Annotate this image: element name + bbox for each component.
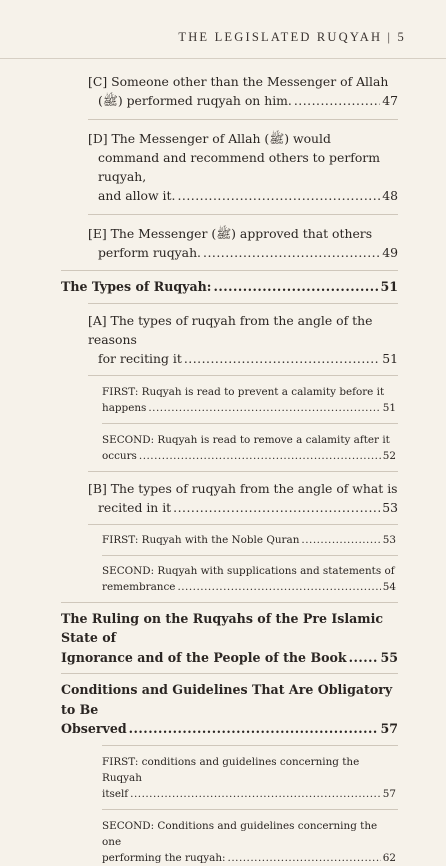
toc-entry-text: remembrance	[102, 580, 176, 593]
toc-page-number: 47	[382, 93, 398, 108]
toc-entry-text: recited in it	[98, 499, 172, 515]
toc-entry-c[interactable]	[88, 72, 398, 110]
toc-page-number: 51	[382, 401, 396, 414]
toc-entry-b2[interactable]	[102, 563, 396, 595]
leader-dots	[177, 186, 380, 205]
divider	[61, 602, 398, 603]
divider	[88, 524, 398, 525]
header-rule	[0, 58, 446, 59]
toc-entry-text: Ignorance and of the People of the Book	[61, 649, 347, 665]
toc-entry-text: (ﷺ) performed ruqyah on him.	[98, 93, 292, 108]
divider	[102, 555, 398, 556]
toc-entry-a2[interactable]	[102, 432, 396, 464]
divider	[88, 471, 398, 472]
toc-page-number: 53	[382, 499, 398, 515]
toc-entry-a[interactable]	[88, 311, 398, 368]
toc-entry-text: happens	[102, 401, 147, 414]
toc-entry-text: [D] The Messenger of Allah (ﷺ) would	[88, 131, 331, 146]
toc-entry-text: for reciting it	[98, 350, 182, 366]
toc-entry-text: FIRST: conditions and guidelines concerning the Ruqyah	[102, 755, 360, 784]
toc-entry-ruling[interactable]	[61, 609, 398, 668]
leader-dots	[294, 91, 380, 110]
divider	[102, 423, 398, 424]
toc-entry-text: itself	[102, 787, 129, 800]
table-of-contents	[0, 72, 446, 866]
leader-dots	[213, 277, 378, 297]
divider	[61, 270, 398, 271]
toc-entry-text: [E] The Messenger (ﷺ) approved that others	[88, 226, 373, 241]
toc-page-number: 55	[380, 649, 398, 665]
toc-entry-text: FIRST: Ruqyah with the Noble Quran	[102, 533, 300, 546]
toc-entry-d[interactable]	[88, 129, 398, 205]
toc-entry-e[interactable]	[88, 224, 398, 262]
toc-page-number: 49	[382, 245, 398, 260]
divider	[88, 214, 398, 215]
toc-entry-text: SECOND: Ruqyah with supplications and statements of	[102, 564, 395, 577]
leader-dots	[129, 719, 379, 739]
divider	[88, 303, 398, 304]
toc-page-number: 51	[382, 350, 398, 366]
toc-entry-text: SECOND: Ruqyah is read to remove a calamity after it	[102, 433, 390, 446]
divider	[102, 745, 398, 746]
toc-entry-text: performing the ruqyah:	[102, 851, 226, 864]
leader-dots	[139, 448, 381, 464]
toc-entry-a1[interactable]	[102, 384, 396, 416]
toc-page-number: 54	[382, 580, 396, 593]
toc-entry-conditions[interactable]	[61, 680, 398, 739]
leader-dots	[184, 349, 380, 368]
toc-entry-text: Conditions and Guidelines That Are Obligatory to Be	[61, 682, 393, 717]
divider	[102, 809, 398, 810]
leader-dots	[148, 400, 380, 416]
divider	[88, 119, 398, 120]
toc-entry-text: FIRST: Ruqyah is read to prevent a calamity before it	[102, 385, 385, 398]
toc-page-number: 57	[382, 787, 396, 800]
toc-page-number: 51	[380, 279, 398, 294]
toc-entry-text: The Types of Ruqyah:	[61, 279, 212, 294]
leader-dots	[130, 786, 381, 802]
leader-dots	[301, 532, 380, 548]
toc-page-number: 53	[382, 533, 396, 546]
toc-entry-c2[interactable]	[102, 818, 396, 866]
toc-entry-text: Observed	[61, 721, 127, 736]
toc-entry-text: and allow it.	[98, 188, 176, 203]
divider	[61, 673, 398, 674]
toc-entry-text: [A] The types of ruqyah from the angle of the reasons	[88, 312, 373, 347]
toc-entry-text: The Ruling on the Ruqyahs of the Pre Islamic State of	[61, 610, 384, 645]
toc-entry-text: [B] The types of ruqyah from the angle of what is	[88, 480, 398, 496]
toc-entry-b1[interactable]	[102, 532, 396, 548]
leader-dots	[228, 850, 381, 866]
leader-dots	[349, 648, 379, 668]
toc-entry-b[interactable]	[88, 479, 398, 517]
toc-entry-text: [C] Someone other than the Messenger of Allah	[88, 74, 389, 89]
toc-entry-text: perform ruqyah.	[98, 245, 201, 260]
toc-page-number: 57	[380, 721, 398, 736]
divider	[88, 375, 398, 376]
toc-page-number: 62	[382, 851, 396, 864]
toc-entry-text: command and recommend others to perform ruqyah,	[98, 150, 380, 184]
running-header: THE LEGISLATED RUQYAH | 5	[178, 30, 406, 44]
leader-dots	[173, 498, 380, 517]
toc-entry-text: SECOND: Conditions and guidelines concerning the one	[102, 819, 378, 848]
toc-entry-c1[interactable]	[102, 754, 396, 802]
toc-page-number: 52	[382, 449, 396, 462]
toc-entry-text: occurs	[102, 449, 137, 462]
leader-dots	[203, 243, 380, 262]
toc-entry-types[interactable]	[61, 277, 398, 297]
leader-dots	[177, 579, 380, 595]
toc-page-number: 48	[382, 188, 398, 203]
